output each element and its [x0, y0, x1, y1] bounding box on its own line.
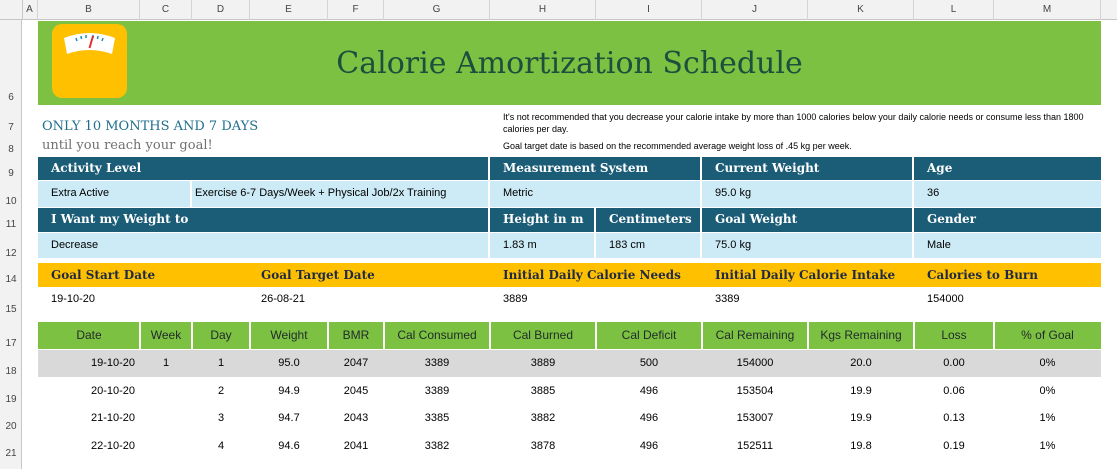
cell-day[interactable]: 2: [217, 385, 225, 397]
calories-to-burn-value[interactable]: 154000: [927, 293, 964, 305]
cell-loss[interactable]: 0.06: [943, 385, 965, 397]
row-header-19[interactable]: 19: [5, 394, 17, 405]
goal-start-date-value[interactable]: 19-10-20: [51, 293, 96, 305]
column-header-h[interactable]: H: [490, 0, 596, 20]
goal-target-date-value[interactable]: 26-08-21: [261, 293, 306, 305]
weight-goal-label: I Want my Weight to: [51, 212, 189, 226]
cell-weight[interactable]: 94.7: [278, 412, 300, 424]
column-header-e[interactable]: E: [250, 0, 328, 20]
cell-date[interactable]: 22-10-20: [90, 440, 135, 452]
cell-cal-burned[interactable]: 3878: [530, 440, 556, 452]
activity-level-value[interactable]: Extra Active: [51, 187, 110, 199]
row-header-8[interactable]: 8: [8, 144, 14, 155]
daily-calorie-needs-label: Initial Daily Calorie Needs: [503, 268, 681, 282]
table-row: [38, 350, 1101, 377]
row-header-20[interactable]: 20: [5, 421, 17, 432]
cell-percent-goal[interactable]: 1%: [1039, 440, 1056, 452]
age-value[interactable]: 36: [927, 187, 940, 199]
header-cal-burned[interactable]: Cal Burned: [512, 328, 574, 342]
cell-kgs-remaining[interactable]: 19.8: [850, 440, 872, 452]
section1-values: [38, 181, 1101, 207]
header-week[interactable]: Week: [150, 328, 182, 342]
section3-values: [38, 288, 1101, 314]
target-date-note: Goal target date is based on the recommended average weight loss of .45 kg per week.: [503, 141, 852, 151]
cell-cal-deficit[interactable]: 496: [639, 385, 659, 397]
cell-date[interactable]: 20-10-20: [90, 385, 135, 397]
page-title: Calorie Amortization Schedule: [336, 46, 803, 81]
cell-percent-goal[interactable]: 0%: [1039, 357, 1056, 369]
cell-weight[interactable]: 94.6: [278, 440, 300, 452]
cell-day[interactable]: 3: [217, 412, 225, 424]
cell-day[interactable]: 4: [217, 440, 225, 452]
column-header-f[interactable]: F: [328, 0, 384, 20]
current-weight-value[interactable]: 95.0 kg: [715, 187, 752, 199]
column-header-m[interactable]: M: [994, 0, 1101, 20]
cell-bmr[interactable]: 2041: [343, 440, 369, 452]
goal-start-date-label: Goal Start Date: [51, 268, 156, 282]
column-header-k[interactable]: K: [808, 0, 914, 20]
measurement-system-label: Measurement System: [503, 161, 649, 175]
schedule-header-row: [38, 322, 1101, 349]
cell-cal-deficit[interactable]: 496: [639, 440, 659, 452]
row-header-21[interactable]: 21: [5, 448, 17, 459]
cell-percent-goal[interactable]: 0%: [1039, 385, 1056, 397]
goal-target-date-label: Goal Target Date: [261, 268, 375, 282]
row-header-18[interactable]: 18: [5, 366, 17, 377]
select-all-corner[interactable]: [0, 0, 23, 20]
column-header-b[interactable]: B: [38, 0, 140, 20]
gender-label: Gender: [927, 212, 976, 226]
cell-percent-goal[interactable]: 1%: [1039, 412, 1056, 424]
recommendation-note: It's not recommended that you decrease your calorie intake by more than 1000 calories below your daily calorie needs or consume less than 1800 calories per day.: [503, 112, 1084, 134]
row-header-11[interactable]: 11: [5, 219, 17, 230]
age-label: Age: [927, 161, 953, 175]
cell-kgs-remaining[interactable]: 19.9: [850, 385, 872, 397]
cell-kgs-remaining[interactable]: 19.9: [850, 412, 872, 424]
row-header-10[interactable]: 10: [5, 196, 17, 207]
goal-weight-value[interactable]: 75.0 kg: [715, 239, 752, 251]
column-header-l[interactable]: L: [914, 0, 994, 20]
cell-cal-remaining[interactable]: 153504: [736, 385, 774, 397]
row-header-9[interactable]: 9: [8, 168, 14, 179]
cell-cal-remaining[interactable]: 153007: [736, 412, 774, 424]
row-header-17[interactable]: 17: [5, 338, 17, 349]
goal-weight-label: Goal Weight: [715, 212, 798, 226]
cell-cal-consumed[interactable]: 3385: [424, 412, 450, 424]
column-header-j[interactable]: J: [702, 0, 808, 20]
cell-date[interactable]: 19-10-20: [90, 357, 135, 369]
cell-kgs-remaining[interactable]: 20.0: [850, 357, 872, 369]
cell-cal-consumed[interactable]: 3389: [424, 385, 450, 397]
cell-bmr[interactable]: 2045: [343, 385, 369, 397]
row-header-bar: [0, 20, 22, 469]
cell-cal-consumed[interactable]: 3389: [424, 357, 450, 369]
centimeters-label: Centimeters: [609, 212, 692, 226]
section2-header: [38, 208, 1101, 232]
header-cal-remaining[interactable]: Cal Remaining: [715, 328, 795, 342]
height-value[interactable]: 1.83 m: [503, 239, 537, 251]
section1-header: [38, 157, 1101, 180]
activity-description-value[interactable]: Exercise 6-7 Days/Week + Physical Job/2x Training: [195, 187, 447, 199]
header-loss[interactable]: Loss: [941, 328, 967, 342]
column-header-c[interactable]: C: [140, 0, 192, 20]
row-header-15[interactable]: 15: [5, 304, 17, 315]
daily-calorie-intake-value[interactable]: 3389: [715, 293, 740, 305]
cell-weight[interactable]: 95.0: [278, 357, 300, 369]
cell-cal-consumed[interactable]: 3382: [424, 440, 450, 452]
column-header-d[interactable]: D: [192, 0, 250, 20]
header-weight[interactable]: Weight: [270, 328, 308, 342]
column-header-i[interactable]: I: [596, 0, 702, 20]
cell-cal-burned[interactable]: 3885: [530, 385, 556, 397]
table-row: [38, 378, 1101, 405]
column-header-g[interactable]: G: [384, 0, 490, 20]
cell-cal-burned[interactable]: 3889: [530, 357, 556, 369]
header-kgs-remaining[interactable]: Kgs Remaining: [820, 328, 902, 342]
current-weight-label: Current Weight: [715, 161, 820, 175]
cell-cal-remaining[interactable]: 154000: [736, 357, 774, 369]
centimeters-value[interactable]: 183 cm: [609, 239, 646, 251]
table-row: [38, 405, 1101, 432]
header-day[interactable]: Day: [210, 328, 232, 342]
column-header-a[interactable]: A: [22, 0, 38, 20]
height-label: Height in m: [503, 212, 584, 226]
header-date[interactable]: Date: [76, 328, 102, 342]
row-header-6[interactable]: 6: [8, 92, 14, 103]
duration-subline: until you reach your goal!: [42, 138, 213, 153]
section3-header: [38, 263, 1101, 287]
row-header-12[interactable]: 12: [5, 248, 17, 259]
duration-headline: ONLY 10 MONTHS AND 7 DAYS: [42, 119, 259, 134]
table-row: [38, 433, 1101, 460]
cell-day[interactable]: 1: [217, 357, 225, 369]
header-percent-goal[interactable]: % of Goal: [1021, 328, 1074, 342]
cell-loss[interactable]: 0.00: [943, 357, 965, 369]
cell-bmr[interactable]: 2043: [343, 412, 369, 424]
cell-loss[interactable]: 0.13: [943, 412, 965, 424]
cell-cal-deficit[interactable]: 500: [639, 357, 659, 369]
header-bmr[interactable]: BMR: [342, 328, 370, 342]
cell-weight[interactable]: 94.9: [278, 385, 300, 397]
daily-calorie-needs-value[interactable]: 3889: [503, 293, 528, 305]
cell-cal-burned[interactable]: 3882: [530, 412, 556, 424]
column-header-bar: [0, 0, 1117, 20]
cell-date[interactable]: 21-10-20: [90, 412, 135, 424]
activity-level-label: Activity Level: [51, 161, 142, 175]
measurement-system-value[interactable]: Metric: [503, 187, 533, 199]
cell-cal-remaining[interactable]: 152511: [737, 440, 773, 452]
section2-values: [38, 233, 1101, 258]
cell-week[interactable]: 1: [162, 357, 170, 369]
cell-loss[interactable]: 0.19: [943, 440, 965, 452]
cell-bmr[interactable]: 2047: [343, 357, 369, 369]
weight-goal-value[interactable]: Decrease: [51, 239, 99, 251]
cell-cal-deficit[interactable]: 496: [639, 412, 659, 424]
header-cal-consumed[interactable]: Cal Consumed: [397, 328, 477, 342]
calories-to-burn-label: Calories to Burn: [927, 268, 1038, 282]
row-header-14[interactable]: 14: [5, 274, 17, 285]
row-header-7[interactable]: 7: [8, 122, 14, 133]
daily-calorie-intake-label: Initial Daily Calorie Intake: [715, 268, 896, 282]
header-cal-deficit[interactable]: Cal Deficit: [621, 328, 677, 342]
gender-value[interactable]: Male: [927, 239, 951, 251]
